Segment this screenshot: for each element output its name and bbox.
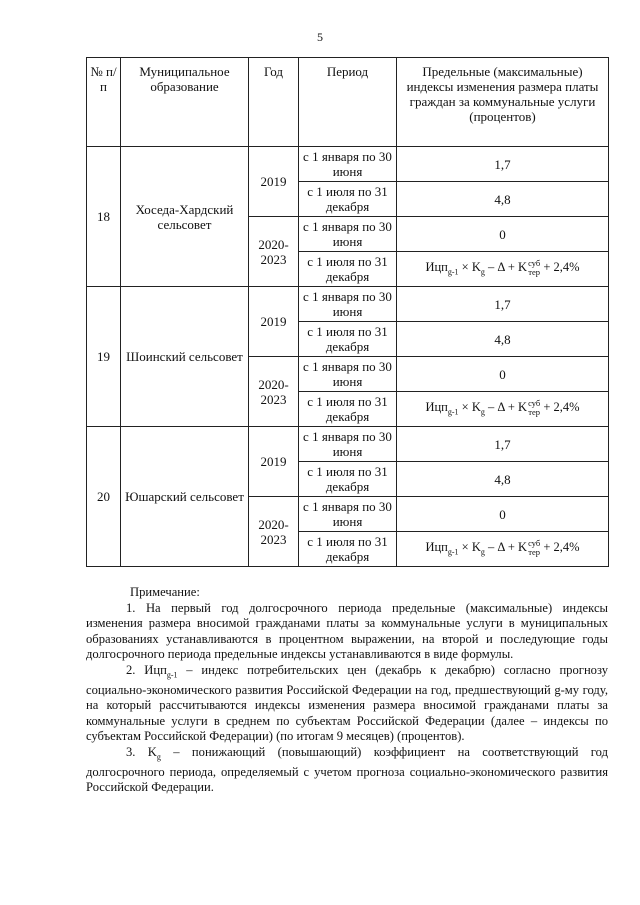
period-cell: с 1 июля по 31 декабря [299,322,397,357]
note-1: 1. На первый год долгосрочного периода предельные (максимальные) индексы изменения размера вносимой гражданами платы за коммунальные услуги в муниципальных образованиях устанавливаются в процентном выражении, на второй и последующие годы долгосрочного периода предельные индексы устанавливаются в виде формулы. [86,600,608,661]
page-number: 5 [317,30,323,44]
row-number: 19 [87,287,121,427]
notes-heading: Примечание: [130,585,200,599]
index-value: 0 [397,497,609,532]
notes-section [86,585,608,796]
index-value: 1,7 [397,427,609,462]
header-municipality: Муниципальное образование [121,58,249,147]
period-cell: с 1 июля по 31 декабря [299,462,397,497]
header-year: Год [249,58,299,147]
period-cell: с 1 января по 30 июня [299,287,397,322]
index-value: 4,8 [397,462,609,497]
table-row [87,427,609,462]
index-formula: $Ицп_{g-1} \times K_g - \Delta + K$ суб тер + 2,4% [397,392,609,427]
municipality-name: Юшарский сельсовет [121,427,249,567]
year-cell: 2019 [249,147,299,217]
index-value: 4,8 [397,322,609,357]
index-value: 1,7 [397,147,609,182]
year-cell: 2020-2023 [249,217,299,287]
row-number: 20 [87,427,121,567]
header-num: № п/п [87,58,121,147]
note-2: 2. Ицп$_{g-1}$ – индекс потребительских цен (декабрь к декабрю) согласно прогнозу социально-экономического развития Российской Федерации на год, предшествующий g-му году, на который рассчитываются индексы изменения размера вносимой гражданами платы за коммунальные услуги в среднем по субъектам Российской Федерации (далее – индексы по субъектам Российской Федерации) (по итогам 9 месяцев) (процентов). [86,662,608,744]
index-value: 1,7 [397,287,609,322]
period-cell: с 1 июля по 31 декабря [299,392,397,427]
year-cell: 2020-2023 [249,357,299,427]
index-value: 0 [397,217,609,252]
table-row [87,147,609,182]
index-formula: $Ицп_{g-1} \times K_g - \Delta + K$ суб тер + 2,4% [397,252,609,287]
municipality-name: Шоинский сельсовет [121,287,249,427]
header-index: Предельные (максимальные) индексы изменения размера платы граждан за коммунальные услуги (процентов) [397,58,609,147]
index-value: 0 [397,357,609,392]
period-cell: с 1 января по 30 июня [299,357,397,392]
header-period: Период [299,58,397,147]
index-formula: $Ицп_{g-1} \times K_g - \Delta + K$ суб тер + 2,4% [397,532,609,567]
note-3: 3. $K_g$ – понижающий (повышающий) коэффициент на соответствующий год долгосрочного периода, определяемый с учетом прогноза социально-экономического развития Российской Федерации. [86,744,608,795]
period-cell: с 1 июля по 31 декабря [299,182,397,217]
period-cell: с 1 января по 30 июня [299,497,397,532]
year-cell: 2019 [249,287,299,357]
table-header-row [87,58,609,147]
period-cell: с 1 июля по 31 декабря [299,532,397,567]
municipality-name: Хоседа-Хардский сельсовет [121,147,249,287]
row-number: 18 [87,147,121,287]
table-row [87,287,609,322]
period-cell: с 1 января по 30 июня [299,217,397,252]
index-table [86,57,609,567]
period-cell: с 1 января по 30 июня [299,147,397,182]
year-cell: 2020-2023 [249,497,299,567]
index-value: 4,8 [397,182,609,217]
period-cell: с 1 июля по 31 декабря [299,252,397,287]
year-cell: 2019 [249,427,299,497]
period-cell: с 1 января по 30 июня [299,427,397,462]
